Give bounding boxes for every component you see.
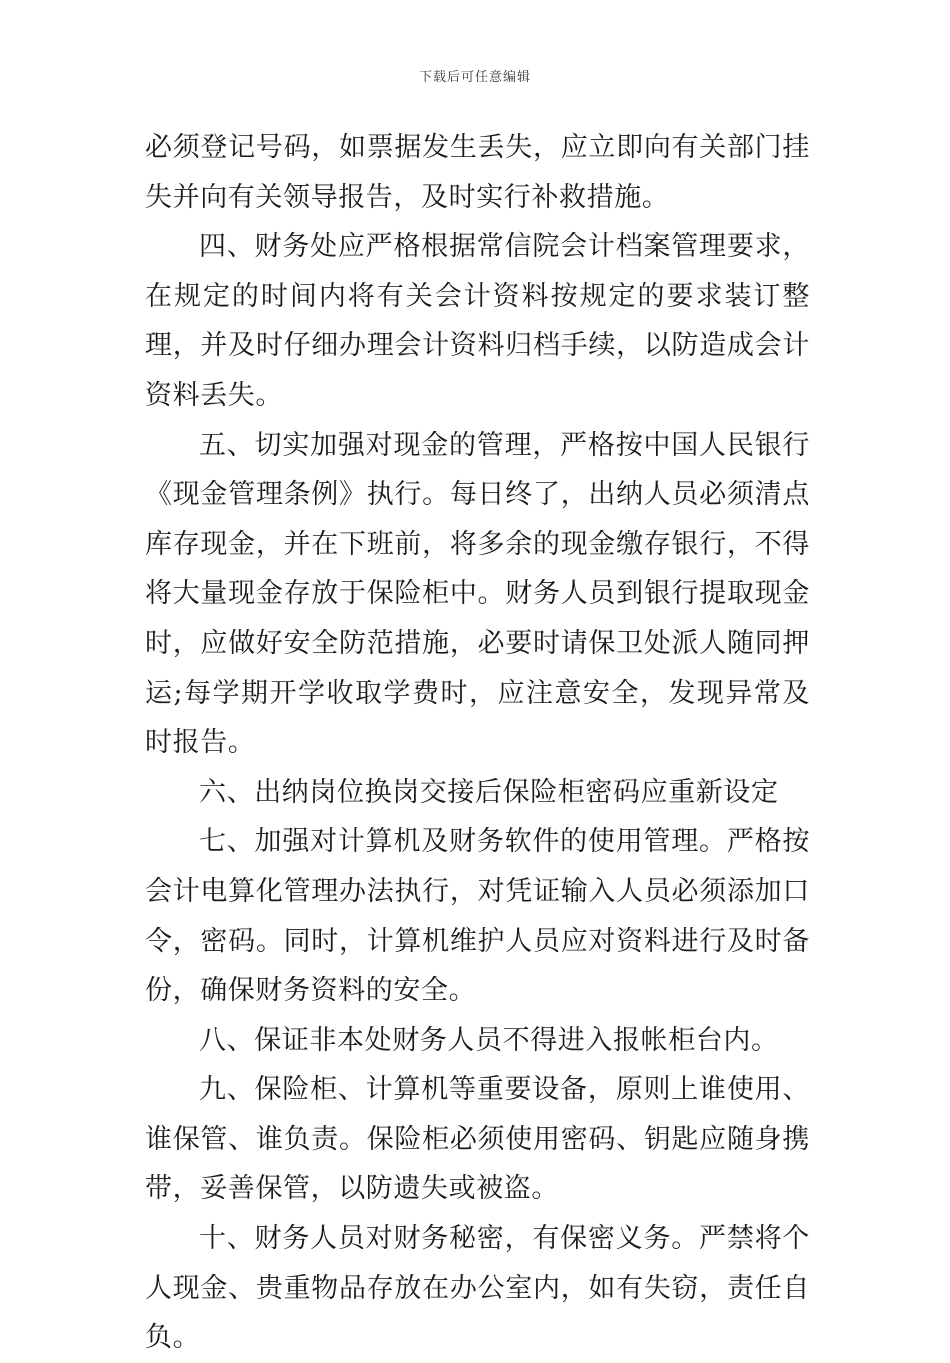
paragraph-item-6: 六、出纳岗位换岗交接后保险柜密码应重新设定 xyxy=(199,776,779,808)
paragraph-continuation: 必须登记号码，如票据发生丢失，应立即向有关部门挂失并向有关领导报告，及时实行补救措施。 xyxy=(145,132,810,213)
header-note: 下载后可任意编辑 xyxy=(418,70,531,85)
paragraph-item-5: 五、切实加强对现金的管理，严格按中国人民银行《现金管理条例》执行。每日终了，出纳人员必须清点库存现金，并在下班前，将多余的现金缴存银行，不得将大量现金存放于保险柜中。财务人员到银行提取现金时，应做好安全防范措施，必要时请保卫处派人随同押运;每学期开学收取学费时，应注意安全，发现异常及时报告。 xyxy=(145,429,810,759)
paragraph-item-8: 八、保证非本处财务人员不得进入报帐柜台内。 xyxy=(199,1024,779,1056)
paragraph-item-4: 四、财务处应严格根据常信院会计档案管理要求，在规定的时间内将有关会计资料按规定的要求装订整理，并及时仔细办理会计资料归档手续，以防造成会计资料丢失。 xyxy=(145,231,810,411)
document-body xyxy=(145,123,810,1363)
paragraph-item-10: 十、财务人员对财务秘密，有保密义务。严禁将个人现金、贵重物品存放在办公室内，如有失窃，责任自负。 xyxy=(145,1223,810,1354)
paragraph-item-9: 九、保险柜、计算机等重要设备，原则上谁使用、谁保管、谁负责。保险柜必须使用密码、钥匙应随身携带，妥善保管，以防遗失或被盗。 xyxy=(145,1074,810,1205)
paragraph-item-7: 七、加强对计算机及财务软件的使用管理。严格按会计电算化管理办法执行，对凭证输入人员必须添加口令，密码。同时，计算机维护人员应对资料进行及时备份，确保财务资料的安全。 xyxy=(145,826,810,1007)
